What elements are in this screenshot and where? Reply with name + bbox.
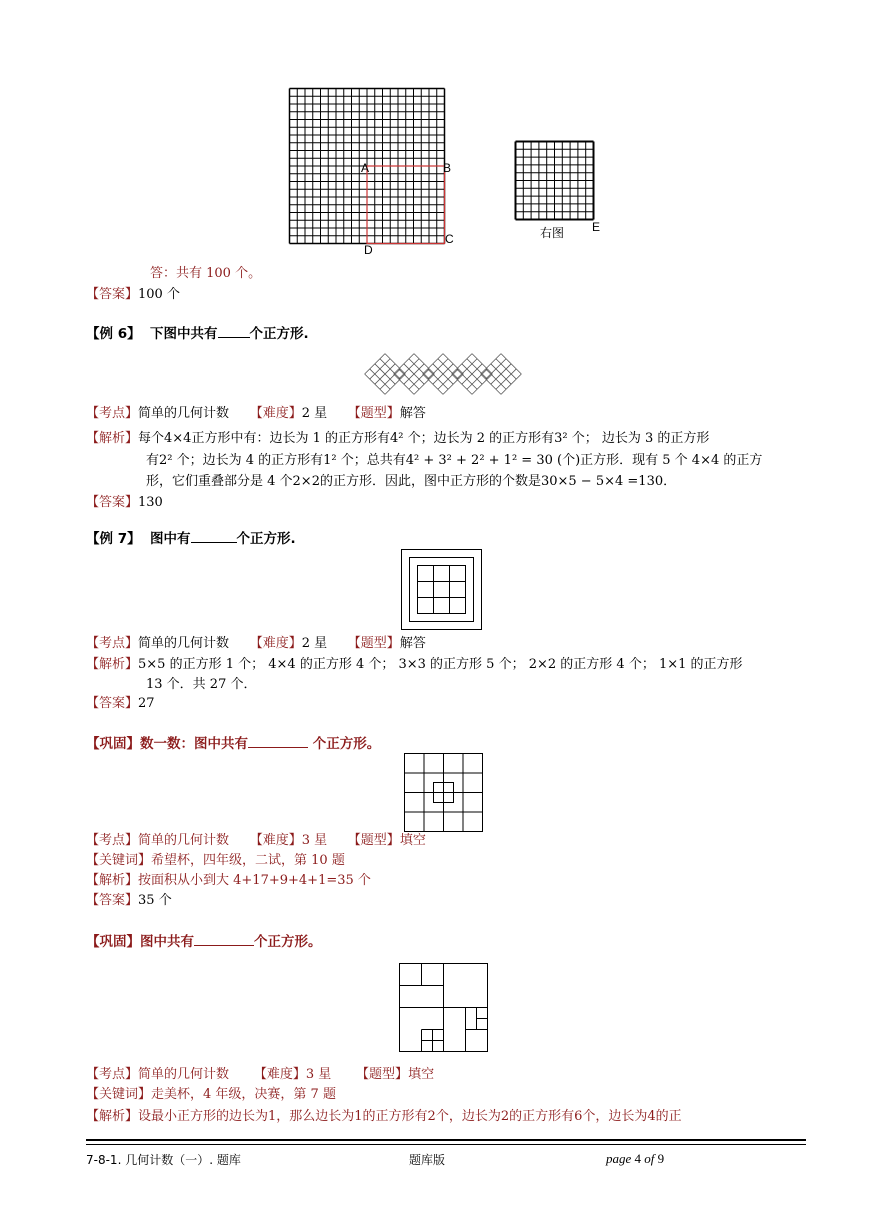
ex7-jiexi-2: 13 个．共 27 个． [146, 677, 257, 692]
gg1-answer: 【答案】35 个 [86, 893, 172, 908]
ex6-question: 【例 6】 下图中共有 个正方形. [86, 326, 309, 342]
figure-4x4-grid [404, 753, 484, 833]
ex6-meta: 【考点】简单的几何计数 【难度】2 星 【题型】解答 [86, 406, 426, 421]
label-D: D [364, 243, 373, 257]
gg2-question: 【巩固】图中共有 个正方形。 [86, 934, 322, 950]
ex7-question: 【例 7】 图中有 个正方形. [86, 531, 296, 547]
figure-partitioned-square [399, 963, 489, 1053]
gg1-question: 【巩固】数一数：图中共有 个正方形。 [86, 736, 381, 752]
figure-overlapping-diamonds [356, 345, 532, 403]
right-caption: 右图 [540, 226, 565, 240]
gg1-keywords: 【关键词】希望杯，四年级，二试，第 10 题 [86, 853, 345, 868]
label-A: A [361, 161, 370, 175]
diamond-grid [423, 354, 464, 395]
ex7-meta: 【考点】简单的几何计数 【难度】2 星 【题型】解答 [86, 636, 426, 651]
gg1-meta: 【考点】简单的几何计数 【难度】3 星 【题型】填空 [86, 833, 426, 848]
gg1-jiexi: 【解析】按面积从小到大 4+17+9+4+1=35 个 [86, 873, 371, 888]
footer-page: page 4 of 9 [606, 1151, 665, 1166]
diamond-grid [452, 354, 493, 395]
ex7-answer: 【答案】27 [86, 696, 155, 711]
gg2-meta: 【考点】简单的几何计数 【难度】3 星 【题型】填空 [86, 1067, 435, 1082]
diamond-grid [394, 354, 435, 395]
footer-rule [86, 1139, 806, 1141]
answer-note: 答：共有 100 个。 [150, 266, 262, 281]
label-E: E [592, 220, 601, 234]
footer-center: 题库版 [409, 1153, 446, 1167]
ex6-jiexi-1: 【解析】每个4×4正方形中有：边长为 1 的正方形有4² 个；边长为 2 的正方形有3² 个； 边长为 3 的正方形 [86, 431, 710, 446]
ex7-jiexi-1: 【解析】5×5 的正方形 1 个； 4×4 的正方形 4 个； 3×3 的正方形 5 个； 2×2 的正方形 4 个； 1×1 的正方形 [86, 657, 743, 672]
diamond-grid [481, 354, 522, 395]
label-C: C [445, 232, 454, 246]
answer-prev: 【答案】100 个 [86, 287, 180, 302]
ex6-answer: 【答案】130 [86, 495, 163, 510]
gg2-jiexi: 【解析】设最小正方形的边长为1，那么边长为1的正方形有2个，边长为2的正方形有6个，边长为4的正 [86, 1109, 682, 1124]
footer-rule-thin [86, 1144, 806, 1145]
diamond-grid [365, 354, 406, 395]
footer-left: 7-8-1. 几何计数（一）. 题库 [86, 1153, 241, 1167]
figure-big-grid [285, 84, 615, 264]
label-B: B [443, 161, 452, 175]
gg2-keywords: 【关键词】走美杯，4 年级，决赛，第 7 题 [86, 1087, 336, 1102]
ex6-jiexi-2: 有2² 个；边长为 4 的正方形有1² 个；总共有4² + 3² + 2² + 1² = 30 (个)正方形．现有 5 个 4×4 的正方 [146, 453, 763, 468]
figure-nested-squares [401, 549, 483, 631]
ex6-jiexi-3: 形，它们重叠部分是 4 个2×2的正方形．因此，图中正方形的个数是30×5 − 5×4 =130． [146, 474, 677, 489]
